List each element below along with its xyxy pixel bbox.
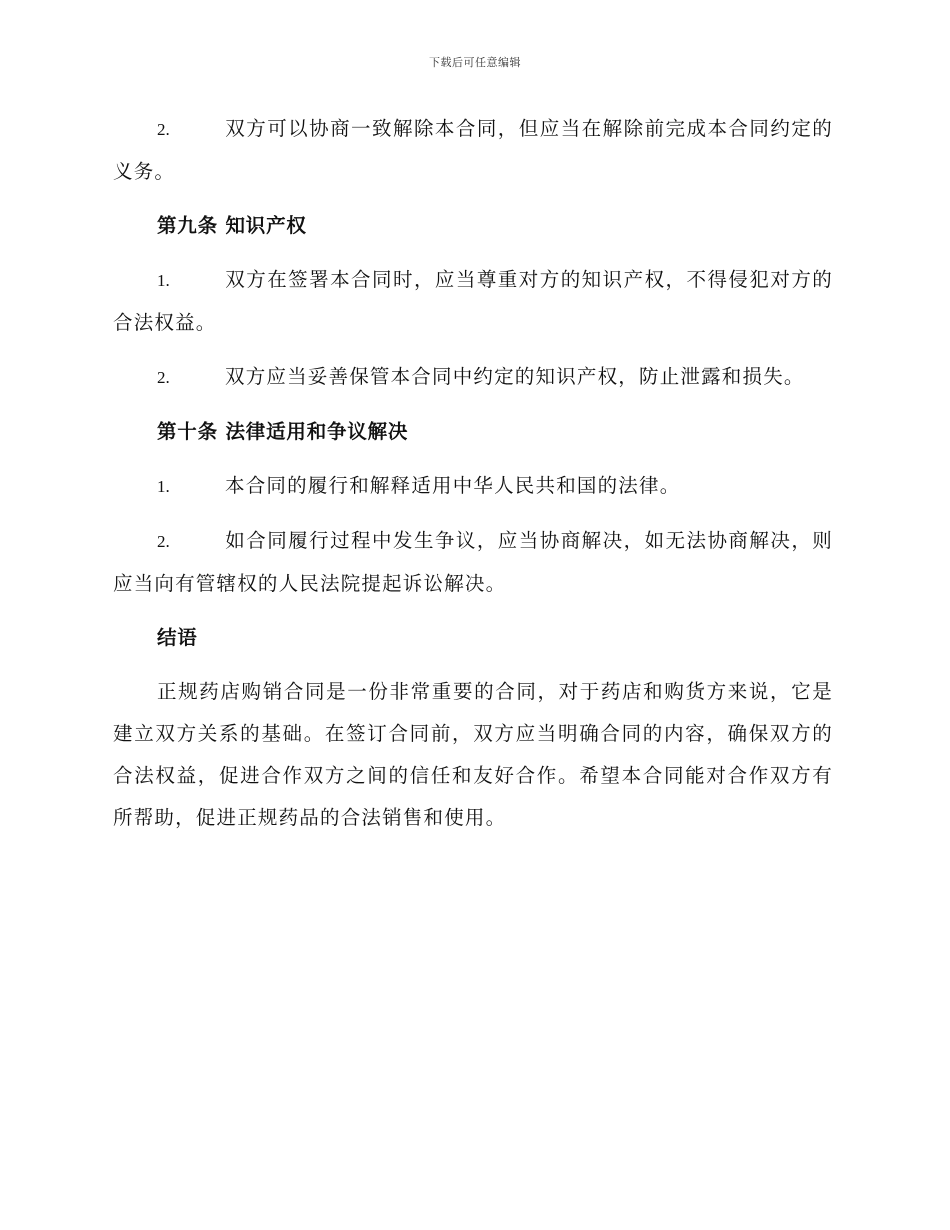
section-heading-ip: 第九条 知识产权 <box>157 214 307 237</box>
list-number: 1. <box>157 477 170 496</box>
list-text: 本合同的履行和解释适用中华人民共和国的法律。 <box>225 474 681 497</box>
list-item <box>113 356 833 399</box>
list-text: 双方应当妥善保管本合同中约定的知识产权，防止泄露和损失。 <box>225 365 805 388</box>
document-body <box>113 108 833 839</box>
section-heading-law: 第十条 法律适用和争议解决 <box>157 420 409 443</box>
list-item <box>113 259 833 344</box>
list-number: 2. <box>157 532 170 551</box>
list-item <box>113 520 833 605</box>
list-item <box>113 465 833 508</box>
list-number: 1. <box>157 271 170 290</box>
list-text: 双方在签署本合同时，应当尊重对方的知识产权，不得侵犯对方的合法权益。 <box>113 268 833 334</box>
list-item <box>113 108 833 193</box>
list-text: 双方可以协商一致解除本合同，但应当在解除前完成本合同约定的义务。 <box>113 117 833 183</box>
page-header: 下载后可任意编辑 <box>429 56 521 69</box>
list-number: 2. <box>157 368 170 387</box>
list-text: 如合同履行过程中发生争议，应当协商解决，如无法协商解决，则应当向有管辖权的人民法院提起诉讼解决。 <box>113 529 833 595</box>
list-number: 2. <box>157 120 170 139</box>
section-heading-conclusion: 结语 <box>157 626 198 649</box>
conclusion-paragraph: 正规药店购销合同是一份非常重要的合同，对于药店和购货方来说，它是建立双方关系的基础。在签订合同前，双方应当明确合同的内容，确保双方的合法权益，促进合作双方之间的信任和友好合作。希望本合同能对合作双方有所帮助，促进正规药品的合法销售和使用。 <box>113 680 833 829</box>
